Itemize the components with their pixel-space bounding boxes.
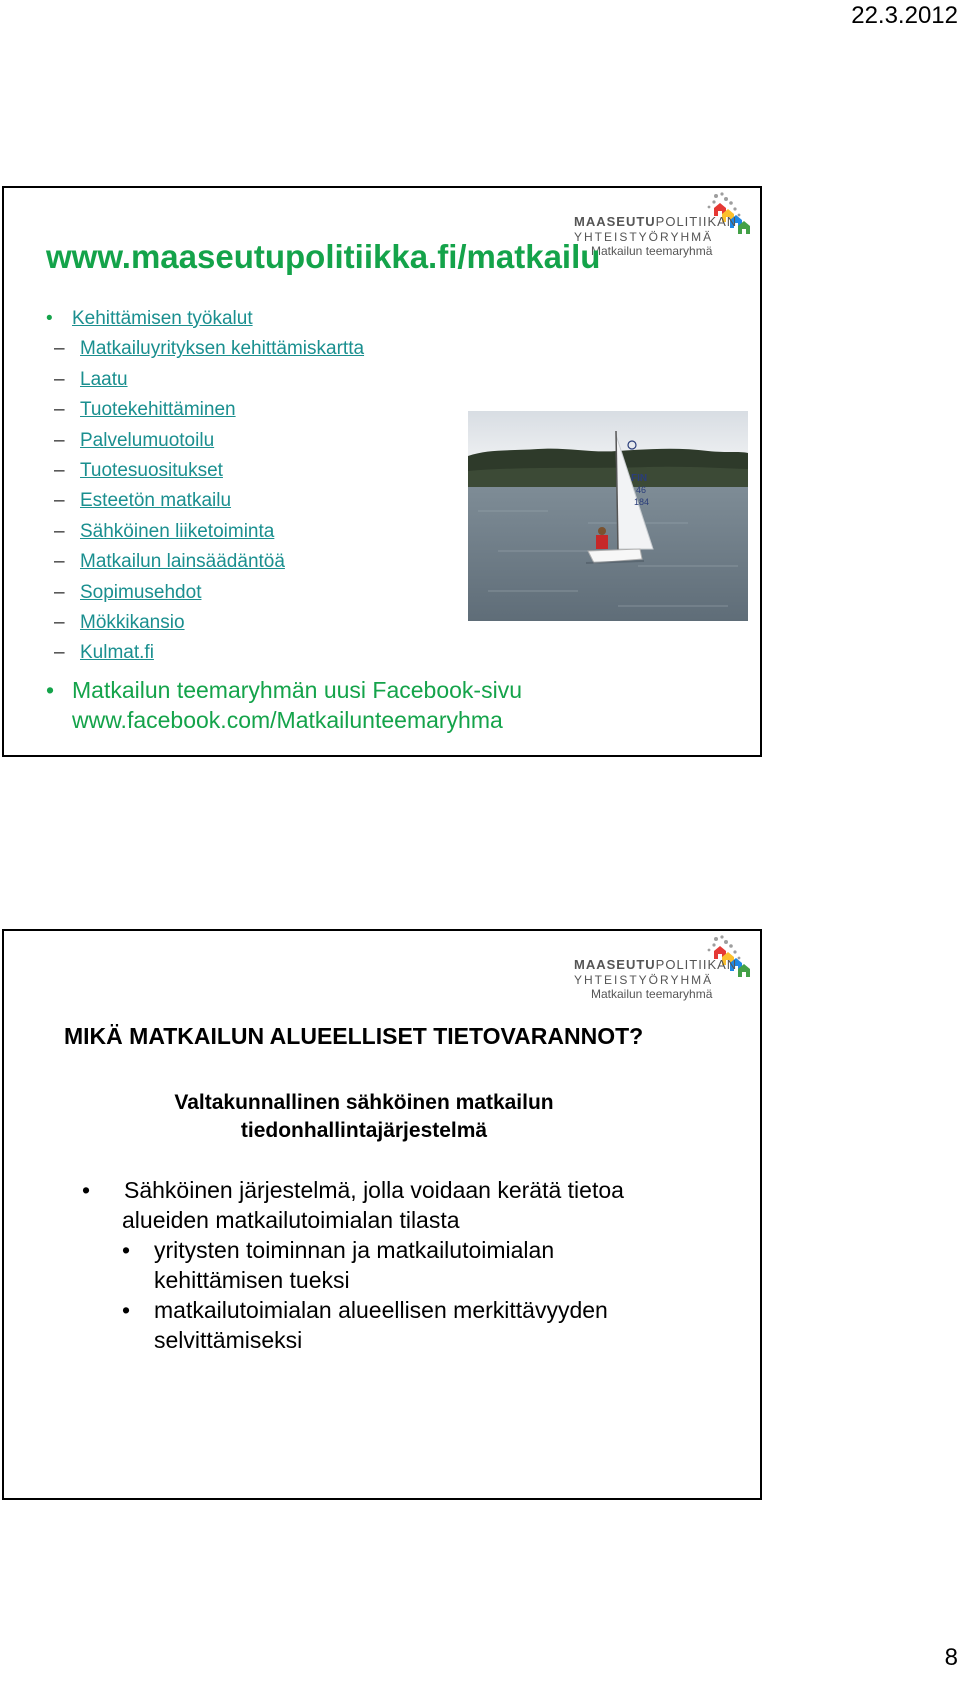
sub-bullet-1-line1: yritysten toiminnan ja matkailutoimialan <box>154 1237 555 1263</box>
slide-2 <box>2 929 762 1500</box>
logo-line1 <box>574 957 737 972</box>
sail-text-1: FIN <box>631 473 648 484</box>
sub-link-item: – Matkailuyrityksen kehittämiskartta <box>54 338 365 360</box>
subtitle-line2: tiedonhallintajärjestelmä <box>240 1119 488 1142</box>
sub-link-item: – Tuotekehittäminen <box>54 399 236 421</box>
page-date: 22.3.2012 <box>851 2 958 29</box>
sub-bullet-2-line2: selvittämiseksi <box>154 1327 303 1353</box>
slide2-subtitle <box>64 1089 664 1145</box>
slide2-title: MIKÄ MATKAILUN ALUEELLISET TIETOVARANNOT? <box>64 1023 644 1049</box>
link-tuotesuositukset[interactable]: Tuotesuositukset <box>80 460 223 482</box>
bullet-kehittamisen-tyokalut <box>46 304 522 334</box>
bullet-facebook <box>46 675 522 705</box>
sub-link-item: – Sähköinen liiketoiminta <box>54 520 275 542</box>
logo <box>574 192 760 258</box>
link-matkailun-lainsaadantoa[interactable]: Matkailun lainsäädäntöä <box>80 551 285 573</box>
sub-link-item: – Mökkikansio <box>54 612 185 634</box>
sub-link-item: – Matkailun lainsäädäntöä <box>54 551 285 573</box>
link-laatu[interactable]: Laatu <box>80 368 128 390</box>
logo-line1-rest: POLITIIKAN <box>655 957 738 972</box>
sub-bullet-1 <box>82 1235 624 1265</box>
logo-line2: YHTEISTYÖRYHMÄ <box>574 973 714 987</box>
facebook-url[interactable]: www.facebook.com/Matkailunteemaryhma <box>72 706 503 733</box>
sub-link-item: – Laatu <box>54 368 128 390</box>
logo-line1 <box>574 214 737 229</box>
sail-text-3: 184 <box>634 497 650 507</box>
sub-bullet-2 <box>82 1295 624 1325</box>
page-number: 8 <box>944 1644 958 1671</box>
link-kulmat-fi[interactable]: Kulmat.fi <box>80 642 154 664</box>
bullet-dot: • <box>46 676 55 703</box>
link-sopimusehdot[interactable]: Sopimusehdot <box>80 581 202 603</box>
slide2-bullets <box>82 1175 624 1355</box>
sub-link-item: – Tuotesuositukset <box>54 460 223 482</box>
logo-line3: Matkailun teemaryhmä <box>591 244 713 258</box>
link-sahkoinen-liiketoiminta[interactable]: Sähköinen liiketoiminta <box>80 520 275 542</box>
logo <box>574 935 760 1001</box>
logo-line3: Matkailun teemaryhmä <box>591 987 713 1001</box>
sub-link-item: – Kulmat.fi <box>54 642 154 664</box>
sub-bullet-2-line1: matkailutoimialan alueellisen merkittävyyden <box>154 1297 608 1323</box>
facebook-text: Matkailun teemaryhmän uusi Facebook-sivu <box>72 676 522 703</box>
slide1-sub-links <box>46 334 522 668</box>
link-matkailuyrityksen-kehittamiskartta[interactable]: Matkailuyrityksen kehittämiskartta <box>80 338 365 360</box>
bullet-main <box>82 1175 624 1205</box>
facebook-url-line <box>46 705 522 735</box>
slide1-title: www.maaseutupolitiikka.fi/matkailu <box>46 238 601 275</box>
sub-link-item: – Sopimusehdot <box>54 581 202 603</box>
sub-link-item: – Esteetön matkailu <box>54 490 232 512</box>
sublist-container <box>46 334 522 668</box>
bullet-dot: • <box>122 1237 131 1263</box>
slide-1 <box>2 186 762 757</box>
sub-bullet-1-line2: kehittämisen tueksi <box>154 1267 350 1293</box>
sailing-photo <box>468 411 748 621</box>
bullet-dot: • <box>122 1297 131 1323</box>
logo-line2: YHTEISTYÖRYHMÄ <box>574 230 714 244</box>
logo-line1-bold: MAASEUTU <box>574 957 656 972</box>
link-tuotekehittaminen[interactable]: Tuotekehittäminen <box>80 399 236 421</box>
slide1-bullet-list <box>46 304 522 735</box>
link-mokkikansio[interactable]: Mökkikansio <box>80 612 185 634</box>
link-esteeton-matkailu[interactable]: Esteetön matkailu <box>80 490 232 512</box>
bullet-main-line2: alueiden matkailutoimialan tilasta <box>122 1207 460 1233</box>
sail-text-2: 46 <box>636 485 647 495</box>
link-palvelumuotoilu[interactable]: Palvelumuotoilu <box>80 429 215 451</box>
logo-line1-rest: POLITIIKAN <box>655 214 738 229</box>
bullet-dot: • <box>82 1177 91 1203</box>
bullet-dot: • <box>46 308 53 329</box>
bullet-main-line1: Sähköinen järjestelmä, jolla voidaan kerätä tietoa <box>124 1177 624 1203</box>
subtitle-line1: Valtakunnallinen sähköinen matkailun <box>174 1091 554 1114</box>
logo-line1-bold: MAASEUTU <box>574 214 656 229</box>
sub-link-item: – Palvelumuotoilu <box>54 429 215 451</box>
link-kehittamisen-tyokalut[interactable]: Kehittämisen työkalut <box>72 308 253 329</box>
